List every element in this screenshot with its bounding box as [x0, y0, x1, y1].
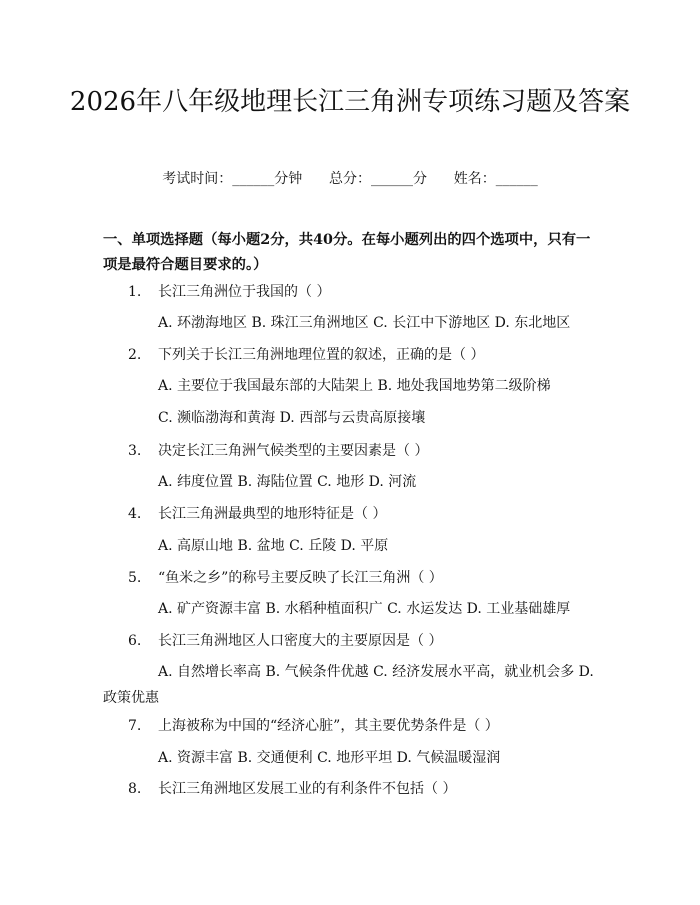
question-stem: “鱼米之乡”的称号主要反映了长江三角洲（ ）	[158, 570, 443, 586]
exam-info-line: 考试时间：______分钟 总分：______分 姓名：______	[162, 171, 538, 187]
option-line: C. 濒临渤海和黄海 D. 西部与云贵高原接壤	[158, 410, 426, 426]
question-number: 3.	[128, 443, 142, 459]
question-number: 6.	[128, 633, 142, 649]
question-stem: 下列关于长江三角洲地理位置的叙述，正确的是（ ）	[158, 347, 485, 363]
option-line: A. 矿产资源丰富 B. 水稻种植面积广 C. 水运发达 D. 工业基础雄厚	[158, 601, 571, 617]
question-stem: 上海被称为中国的“经济心脏”，其主要优势条件是（ ）	[158, 718, 499, 734]
option-line: A. 环渤海地区 B. 珠江三角洲地区 C. 长江中下游地区 D. 东北地区	[158, 315, 571, 331]
question-6-options: A. 自然增长率高 B. 气候条件优越 C. 经济发展水平高，就业机会多 D. 政策优惠	[103, 664, 594, 706]
option-line: A. 高原山地 B. 盆地 C. 丘陵 D. 平原	[158, 538, 389, 554]
question-number: 2.	[128, 347, 142, 363]
option-line: A. 资源丰富 B. 交通便利 C. 地形平坦 D. 气候温暖湿润	[158, 750, 501, 766]
option-line: A. 主要位于我国最东部的大陆架上 B. 地处我国地势第二级阶梯	[158, 378, 551, 394]
option-line: A. 纬度位置 B. 海陆位置 C. 地形 D. 河流	[158, 474, 417, 490]
question-stem: 长江三角洲地区人口密度大的主要原因是（ ）	[158, 633, 443, 649]
section-heading: 一、单项选择题（每小题2分，共40分。在每小题列出的四个选项中，只有一项是最符合题目要求的。）	[103, 232, 591, 273]
page-title: 2026年八年级地理长江三角洲专项练习题及答案	[69, 87, 631, 117]
question-number: 1.	[128, 284, 142, 300]
question-stem: 决定长江三角洲气候类型的主要因素是（ ）	[158, 443, 429, 459]
question-number: 4.	[128, 506, 142, 522]
question-number: 7.	[128, 718, 142, 734]
question-number: 5.	[128, 570, 142, 586]
question-number: 8.	[128, 781, 142, 797]
question-stem: 长江三角洲最典型的地形特征是（ ）	[158, 506, 387, 522]
question-stem: 长江三角洲位于我国的（ ）	[158, 284, 331, 300]
question-stem: 长江三角洲地区发展工业的有利条件不包括（ ）	[158, 781, 457, 797]
